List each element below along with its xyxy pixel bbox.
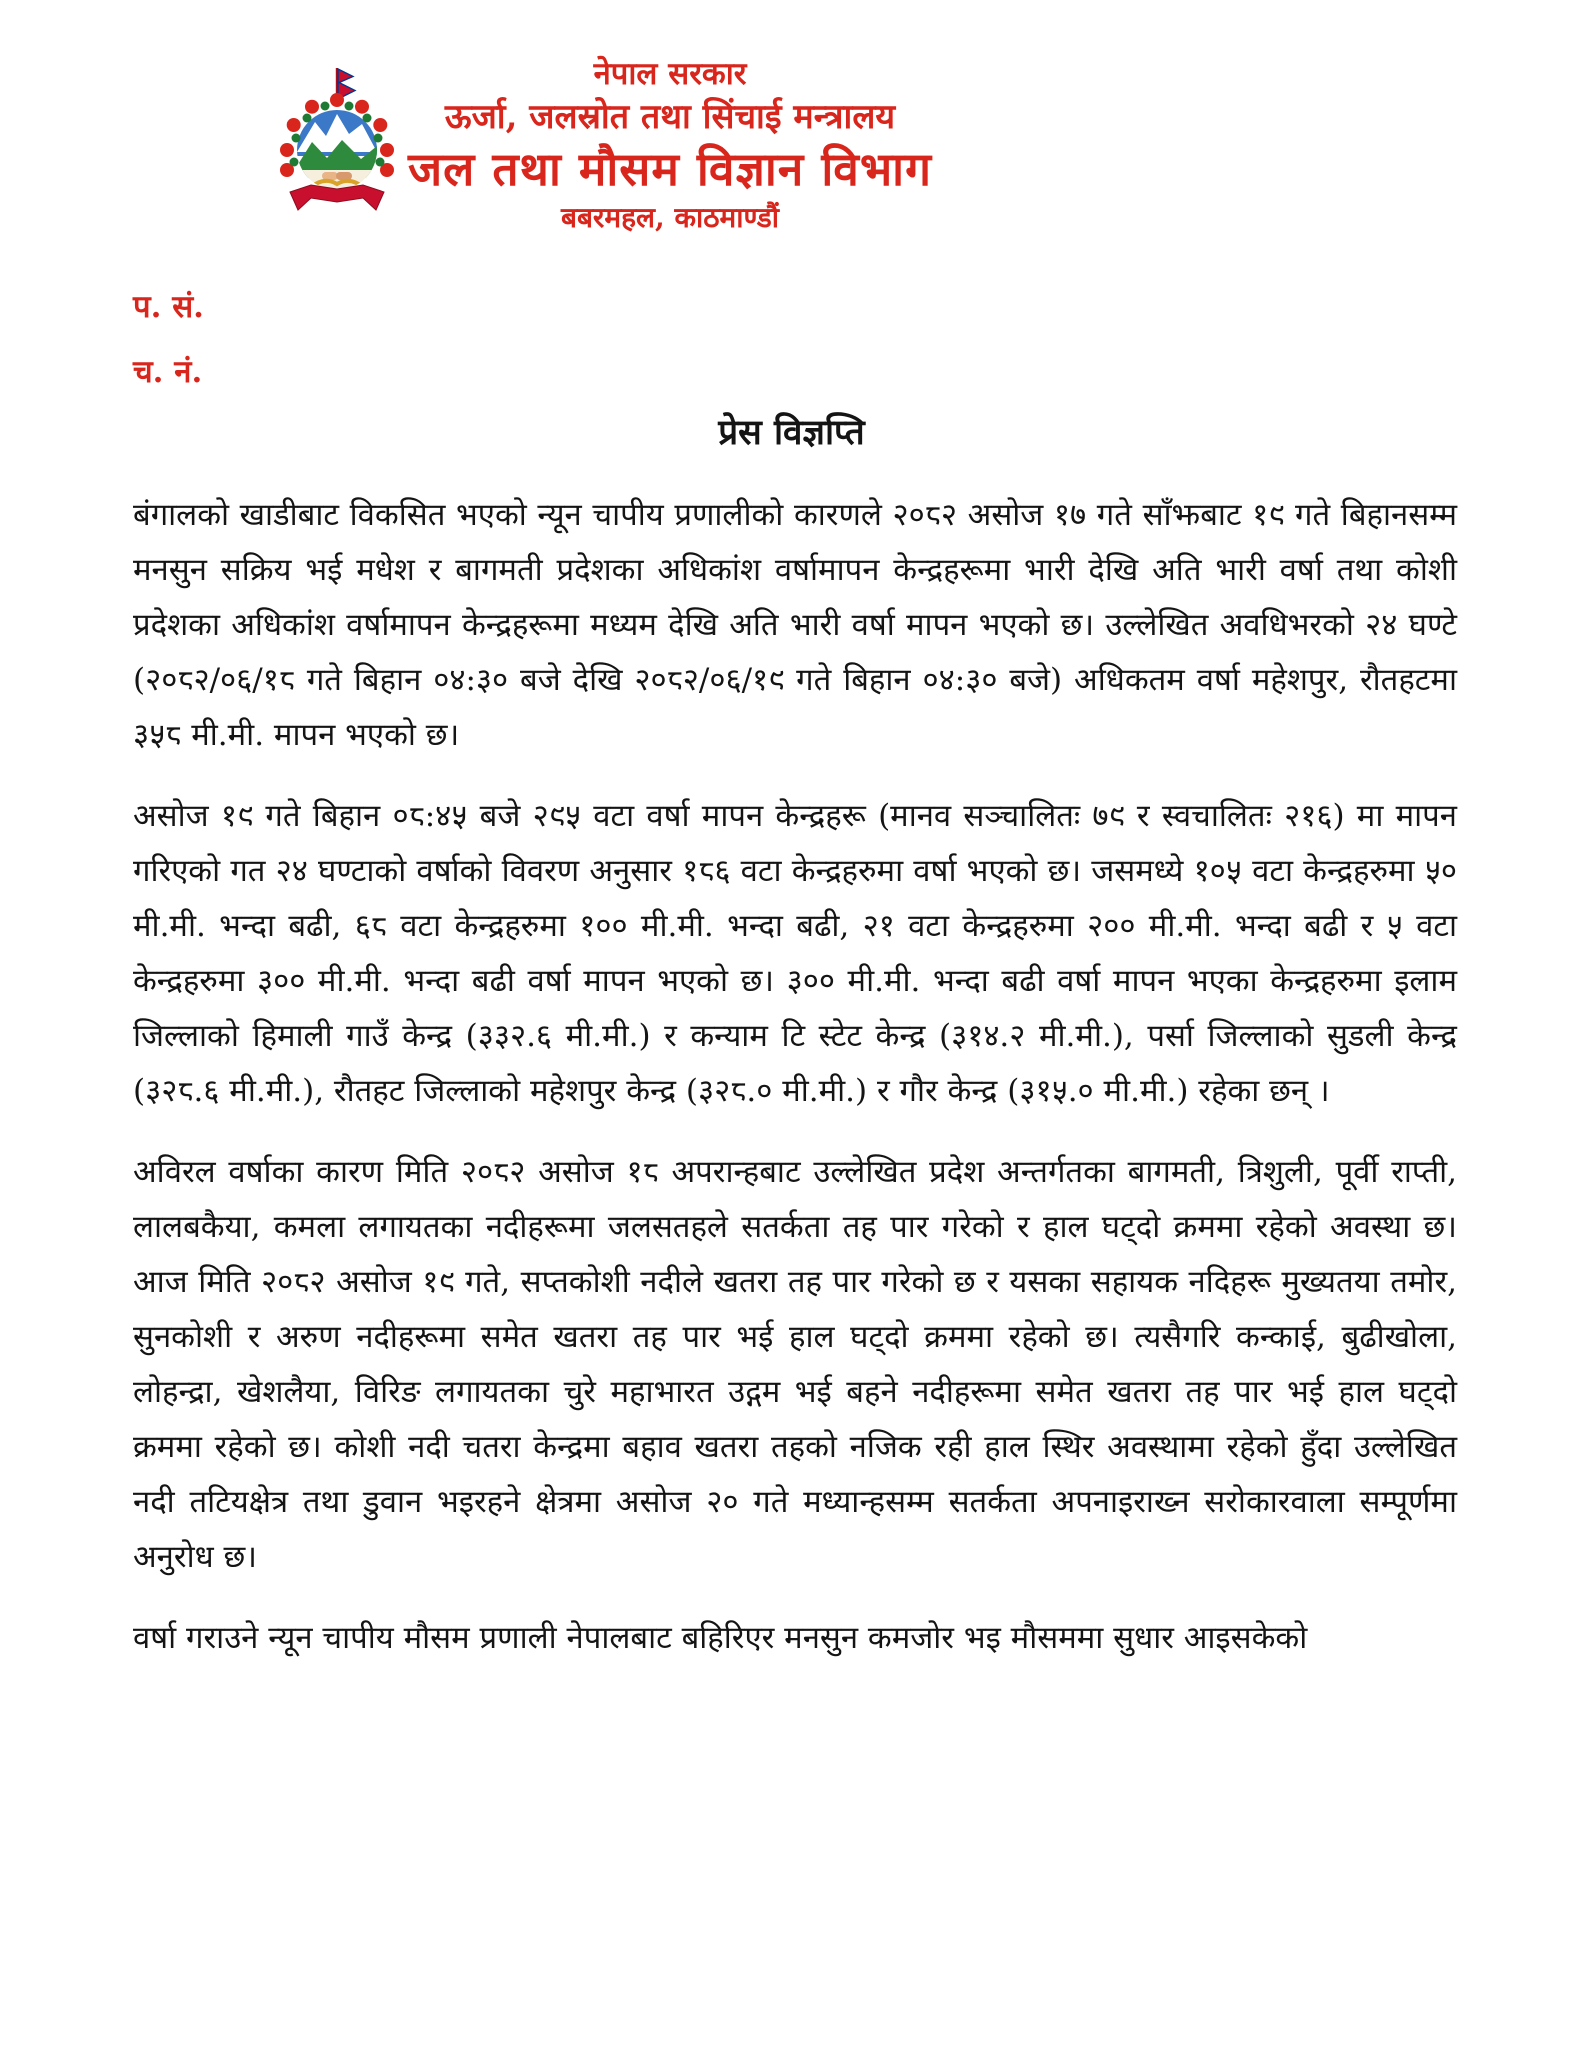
- department-address: बबरमहल, काठमाण्डौं: [560, 201, 780, 234]
- department-name: जल तथा मौसम विज्ञान विभाग: [408, 142, 932, 196]
- reference-block: [133, 286, 204, 416]
- paragraph-station-measurements: असोज १९ गते बिहान ०८:४५ बजे २९५ वटा वर्षा मापन केन्द्रहरू (मानव सञ्चालितः ७९ र स्वचालितः २१६) मा मापन गरिएको गत २४ घण्टाको वर्षाको विवरण अनुसार १८६ वटा केन्द्रहरुमा वर्षा भएको छ। जसमध्ये १०५ वटा केन्द्रहरुमा ५० मी.मी. भन्दा बढी, ६८ वटा केन्द्रहरुमा १०० मी.मी. भन्दा बढी, २१ वटा केन्द्रहरुमा २०० मी.मी. भन्दा बढी र ५ वटा केन्द्रहरुमा ३०० मी.मी. भन्दा बढी वर्षा मापन भएको छ। ३०० मी.मी. भन्दा बढी वर्षा मापन भएका केन्द्रहरुमा इलाम जिल्लाको हिमाली गाउँ केन्द्र (३३२.६ मी.मी.) र कन्याम टि स्टेट केन्द्र (३१४.२ मी.मी.), पर्सा जिल्लाको सुडली केन्द्र (३२८.६ मी.मी.), रौतहट जिल्लाको महेशपुर केन्द्र (३२८.० मी.मी.) र गौर केन्द्र (३१५.० मी.मी.) रहेका छन् ।: [133, 798, 1457, 1109]
- ministry-name: ऊर्जा, जलस्रोत तथा सिंचाई मन्त्रालय: [444, 97, 896, 137]
- document-body: [133, 488, 1457, 1666]
- paragraph-river-warning: अविरल वर्षाका कारण मिति २०८२ असोज १८ अपरान्हबाट उल्लेखित प्रदेश अन्तर्गतका बागमती, त्रिशुली, पूर्वी राप्ती, लालबकैया, कमला लगायतका नदीहरूमा जलसतहले सतर्कता तह पार गरेको र हाल घट्दो क्रममा रहेको अवस्था छ। आज मिति २०८२ असोज १९ गते, सप्तकोशी नदीले खतरा तह पार गरेको छ र यसका सहायक नदिहरू मुख्यतया तमोर, सुनकोशी र अरुण नदीहरूमा समेत खतरा तह पार भई हाल घट्दो क्रममा रहेको छ। त्यसैगरि कन्काई, बुढीखोला, लोहन्द्रा, खेशलैया, विरिङ लगायतका चुरे महाभारत उद्गम भई बहने नदीहरूमा समेत खतरा तह पार भई हाल घट्दो क्रममा रहेको छ। कोशी नदी चतरा केन्द्रमा बहाव खतरा तहको नजिक रही हाल स्थिर अवस्थामा रहेको हुँदा उल्लेखित नदी तटियक्षेत्र तथा डुवान भइरहने क्षेत्रमा असोज २० गते मध्यान्हसम्म सतर्कता अपनाइराख्न सरोकारवाला सम्पूर्णमा अनुरोध छ।: [133, 1154, 1457, 1575]
- document-title: प्रेस विज्ञप्ति: [718, 412, 865, 453]
- government-name: नेपाल सरकार: [593, 56, 747, 92]
- dispatch-number-label: च. नं.: [133, 354, 203, 390]
- letter-number-label: प. सं.: [133, 289, 204, 325]
- paragraph-weather-improvement: वर्षा गराउने न्यून चापीय मौसम प्रणाली नेपालबाट बहिरिएर मनसुन कमजोर भइ मौसममा सुधार आइसकेको: [133, 1620, 1308, 1656]
- paragraph-rainfall-event-summary: बंगालको खाडीबाट विकसित भएको न्यून चापीय प्रणालीको कारणले २०८२ असोज १७ गते साँझबाट १९ गते बिहानसम्म मनसुन सक्रिय भई मधेश र बागमती प्रदेशका अधिकांश वर्षामापन केन्द्रहरूमा भारी देखि अति भारी वर्षा तथा कोशी प्रदेशका अधिकांश वर्षामापन केन्द्रहरूमा मध्यम देखि अति भारी वर्षा मापन भएको छ। उल्लेखित अवधिभरको २४ घण्टे (२०८२/०६/१८ गते बिहान ०४:३० बजे देखि २०८२/०६/१९ गते बिहान ०४:३० बजे) अधिकतम वर्षा महेशपुर, रौतहटमा ३५८ मी.मी. मापन भएको छ।: [133, 497, 1457, 753]
- letterhead-text: [320, 54, 1020, 238]
